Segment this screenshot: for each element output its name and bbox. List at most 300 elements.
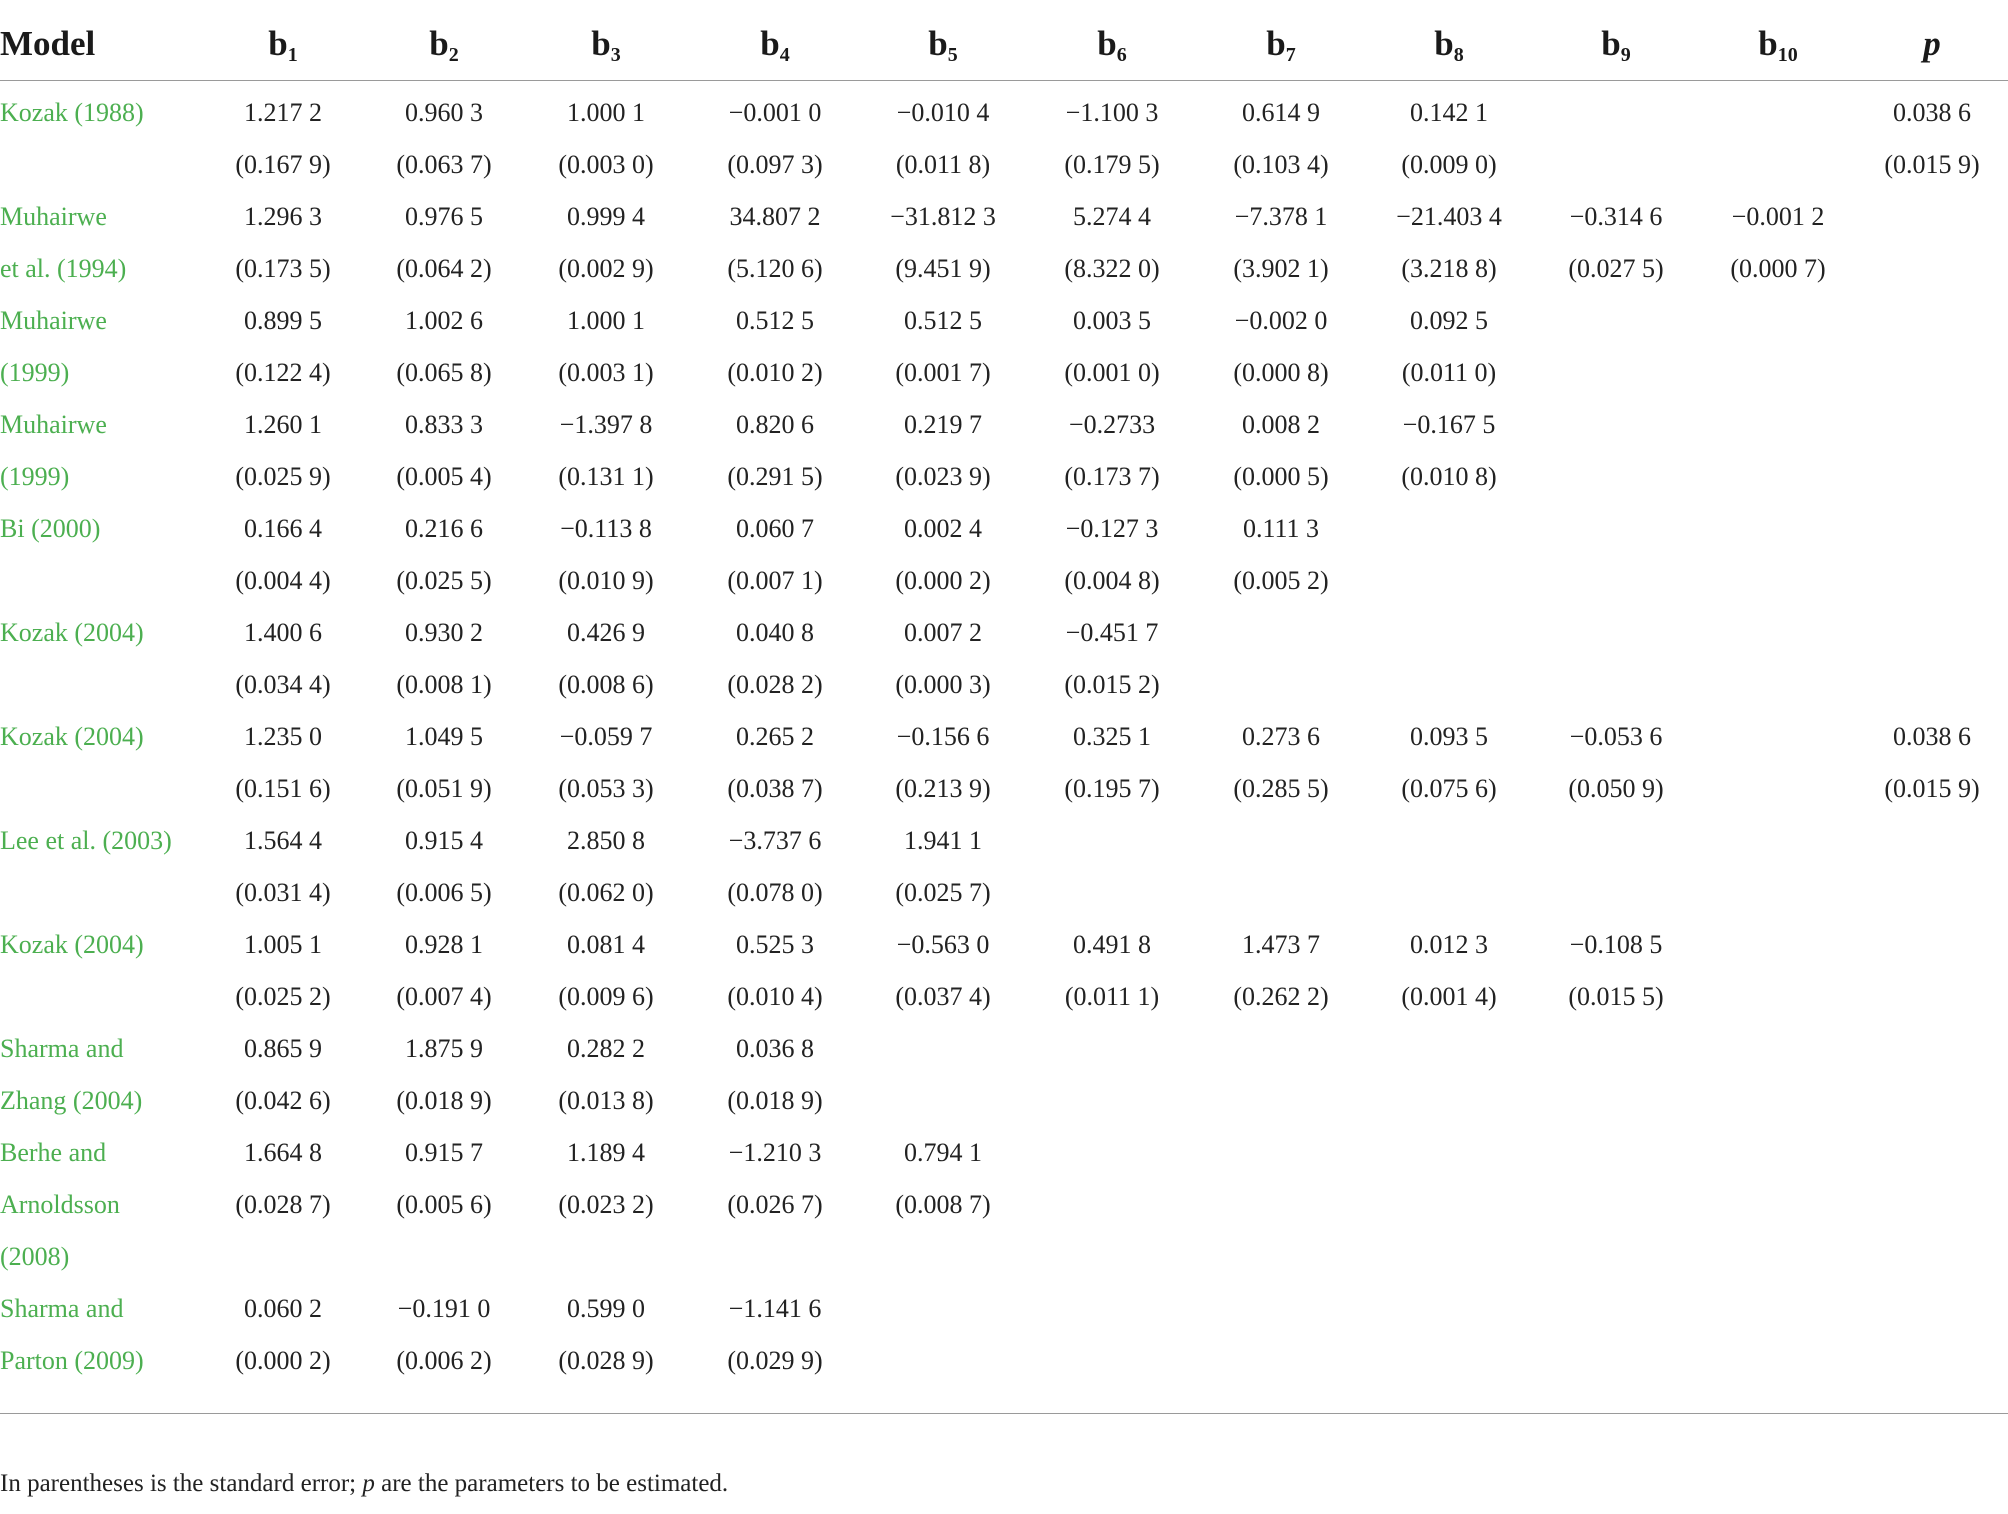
model-cell [0, 659, 198, 711]
model-cell [0, 763, 198, 815]
value-cell [1196, 659, 1366, 711]
value-cell: (0.031 4) [235, 878, 331, 907]
rule-cell [1700, 1387, 1856, 1414]
value-cell: 0.216 6 [405, 514, 483, 543]
value-cell: 0.915 7 [405, 1138, 483, 1167]
value-cell: (0.037 4) [895, 982, 991, 1011]
header-b-base: b [1097, 24, 1117, 63]
header-b-subscript: 5 [947, 44, 958, 66]
value-cell: 0.060 2 [244, 1294, 322, 1323]
header-b-base: b [928, 24, 948, 63]
value-cell: 34.807 2 [729, 202, 821, 231]
value-cell: (5.120 6) [727, 254, 823, 283]
value-cell: (0.025 2) [235, 982, 331, 1011]
value-cell: (0.062 0) [558, 878, 654, 907]
value-cell: (0.004 8) [1064, 566, 1160, 595]
value-cell: (0.003 0) [558, 150, 654, 179]
value-cell [1532, 295, 1700, 347]
rule-cell [368, 1387, 520, 1414]
value-cell [1856, 659, 2008, 711]
value-cell: 0.012 3 [1410, 930, 1488, 959]
value-cell [1366, 503, 1532, 555]
value-cell [858, 1023, 1028, 1075]
value-cell: 0.512 5 [736, 306, 814, 335]
value-cell: (0.131 1) [558, 462, 654, 491]
value-cell: (0.015 9) [1884, 150, 1980, 179]
value-cell: 0.273 6 [1242, 722, 1320, 751]
value-cell [1366, 1127, 1532, 1179]
value-cell [1532, 607, 1700, 659]
value-cell: 0.833 3 [405, 410, 483, 439]
value-cell [1532, 1127, 1700, 1179]
value-cell [1856, 1335, 2008, 1387]
model-cell: (1999) [0, 462, 70, 491]
value-cell: (0.051 9) [396, 774, 492, 803]
rule-cell [198, 1387, 368, 1414]
value-cell: −0.127 3 [1065, 514, 1159, 543]
value-cell: −1.100 3 [1065, 98, 1159, 127]
parameter-table [0, 8, 2008, 1414]
value-cell [1196, 1075, 1366, 1127]
value-cell: (0.023 2) [558, 1190, 654, 1219]
value-cell [1028, 867, 1196, 919]
value-cell: (0.007 1) [727, 566, 823, 595]
value-cell: (0.011 8) [895, 150, 991, 179]
value-cell [1532, 1231, 1700, 1283]
value-cell: 0.219 7 [904, 410, 982, 439]
value-cell: (0.028 2) [727, 670, 823, 699]
value-cell [1700, 1231, 1856, 1283]
value-cell: (3.902 1) [1233, 254, 1329, 283]
header-b1 [198, 8, 368, 81]
value-cell: (0.029 9) [727, 1346, 823, 1375]
value-cell [1700, 139, 1856, 191]
value-cell [1856, 1023, 2008, 1075]
header-b-base: b [760, 24, 780, 63]
value-cell: (9.451 9) [895, 254, 991, 283]
value-cell: (0.018 9) [727, 1086, 823, 1115]
header-b7 [1196, 8, 1366, 81]
table-row [0, 243, 2008, 295]
table-row [0, 139, 2008, 191]
value-cell: (0.002 9) [558, 254, 654, 283]
value-cell: 0.282 2 [567, 1034, 645, 1063]
model-cell [0, 139, 198, 191]
value-cell: (0.000 5) [1233, 462, 1329, 491]
value-cell: (0.075 6) [1401, 774, 1497, 803]
value-cell [520, 1231, 692, 1283]
header-b-base: b [268, 24, 288, 63]
value-cell: 0.142 1 [1410, 98, 1488, 127]
value-cell: (0.006 5) [396, 878, 492, 907]
value-cell: 1.189 4 [567, 1138, 645, 1167]
value-cell: −0.108 5 [1569, 930, 1663, 959]
value-cell: 0.865 9 [244, 1034, 322, 1063]
value-cell: 0.036 8 [736, 1034, 814, 1063]
value-cell: 0.491 8 [1073, 930, 1151, 959]
header-b2 [368, 8, 520, 81]
table-container [0, 8, 2008, 1414]
value-cell: −7.378 1 [1234, 202, 1328, 231]
value-cell: −0.001 2 [1731, 202, 1825, 231]
value-cell: (0.005 4) [396, 462, 492, 491]
table-row [0, 295, 2008, 347]
value-cell: (0.004 4) [235, 566, 331, 595]
value-cell: −0.451 7 [1065, 618, 1159, 647]
model-cell: Kozak (2004) [0, 618, 144, 647]
table-row [0, 1335, 2008, 1387]
header-b3 [520, 8, 692, 81]
table-row [0, 503, 2008, 555]
value-cell [1366, 1179, 1532, 1231]
value-cell [1028, 1335, 1196, 1387]
value-cell: 0.060 7 [736, 514, 814, 543]
header-b-subscript: 3 [610, 44, 621, 66]
value-cell [1532, 503, 1700, 555]
value-cell: 1.664 8 [244, 1138, 322, 1167]
value-cell: 0.960 3 [405, 98, 483, 127]
value-cell: (0.262 2) [1233, 982, 1329, 1011]
value-cell: 0.093 5 [1410, 722, 1488, 751]
value-cell: 0.928 1 [405, 930, 483, 959]
value-cell: 0.614 9 [1242, 98, 1320, 127]
value-cell: (0.195 7) [1064, 774, 1160, 803]
value-cell [1196, 815, 1366, 867]
model-cell: Sharma and [0, 1034, 124, 1063]
model-cell: (2008) [0, 1242, 70, 1271]
value-cell [1856, 1127, 2008, 1179]
value-cell: (0.015 9) [1884, 774, 1980, 803]
rule-cell [0, 1387, 198, 1414]
rule-cell [1856, 1387, 2008, 1414]
value-cell: 0.111 3 [1242, 514, 1320, 543]
model-cell [0, 867, 198, 919]
table-row [0, 399, 2008, 451]
value-cell [1366, 1023, 1532, 1075]
value-cell [1532, 659, 1700, 711]
value-cell [1700, 711, 1856, 763]
value-cell: (0.063 7) [396, 150, 492, 179]
value-cell [1532, 1179, 1700, 1231]
value-cell: 1.260 1 [244, 410, 322, 439]
value-cell [1700, 659, 1856, 711]
value-cell: 0.325 1 [1073, 722, 1151, 751]
header-b-base: b [591, 24, 611, 63]
value-cell: −0.191 0 [397, 1294, 491, 1323]
value-cell [1700, 607, 1856, 659]
value-cell: (0.005 6) [396, 1190, 492, 1219]
header-row [0, 8, 2008, 81]
value-cell: (0.008 6) [558, 670, 654, 699]
value-cell: −0.053 6 [1569, 722, 1663, 751]
value-cell: (0.000 2) [235, 1346, 331, 1375]
value-cell [1028, 1179, 1196, 1231]
value-cell: (0.010 8) [1401, 462, 1497, 491]
value-cell: (0.023 9) [895, 462, 991, 491]
model-cell: Bi (2000) [0, 514, 101, 543]
value-cell: (0.213 9) [895, 774, 991, 803]
value-cell: −0.563 0 [896, 930, 990, 959]
value-cell: (0.001 7) [895, 358, 991, 387]
value-cell: 1.002 6 [405, 306, 483, 335]
value-cell [858, 1283, 1028, 1335]
value-cell [1196, 1023, 1366, 1075]
value-cell: 0.265 2 [736, 722, 814, 751]
value-cell [1856, 555, 2008, 607]
header-b5 [858, 8, 1028, 81]
value-cell: 1.400 6 [244, 618, 322, 647]
value-cell: (0.078 0) [727, 878, 823, 907]
value-cell: 0.092 5 [1410, 306, 1488, 335]
value-cell: 0.166 4 [244, 514, 322, 543]
header-b4 [692, 8, 858, 81]
value-cell [1532, 399, 1700, 451]
value-cell: −0.010 4 [896, 98, 990, 127]
value-cell [1532, 1023, 1700, 1075]
value-cell [858, 1335, 1028, 1387]
table-footnote [0, 1470, 728, 1498]
value-cell: (0.034 4) [235, 670, 331, 699]
value-cell: 1.005 1 [244, 930, 322, 959]
value-cell [1700, 1023, 1856, 1075]
value-cell: (0.025 9) [235, 462, 331, 491]
value-cell [1028, 1127, 1196, 1179]
header-b-base: b [429, 24, 449, 63]
value-cell: (0.006 2) [396, 1346, 492, 1375]
value-cell [1856, 399, 2008, 451]
value-cell [1366, 1283, 1532, 1335]
value-cell: 2.850 8 [567, 826, 645, 855]
header-b-subscript: 4 [779, 44, 790, 66]
value-cell [1856, 191, 2008, 243]
value-cell [1196, 1283, 1366, 1335]
table-row [0, 607, 2008, 659]
header-b-subscript: 9 [1620, 44, 1631, 66]
value-cell: −1.141 6 [728, 1294, 822, 1323]
value-cell [1856, 867, 2008, 919]
model-cell: Kozak (2004) [0, 722, 144, 751]
value-cell: (0.009 6) [558, 982, 654, 1011]
value-cell [858, 1231, 1028, 1283]
value-cell: 1.217 2 [244, 98, 322, 127]
value-cell: (0.028 7) [235, 1190, 331, 1219]
model-cell: Muhairwe [0, 202, 107, 231]
value-cell [1700, 867, 1856, 919]
value-cell [1700, 1335, 1856, 1387]
value-cell: (0.009 0) [1401, 150, 1497, 179]
value-cell [1700, 347, 1856, 399]
value-cell: (0.064 2) [396, 254, 492, 283]
value-cell: (0.042 6) [235, 1086, 331, 1115]
value-cell [1856, 451, 2008, 503]
table-row [0, 659, 2008, 711]
value-cell [1856, 295, 2008, 347]
header-b-base: b [1434, 24, 1454, 63]
value-cell [1196, 867, 1366, 919]
value-cell: (0.025 5) [396, 566, 492, 595]
header-b-subscript: 7 [1285, 44, 1296, 66]
value-cell [1532, 815, 1700, 867]
rule-cell [858, 1387, 1028, 1414]
table-row [0, 81, 2008, 140]
value-cell: 0.038 6 [1893, 722, 1971, 751]
value-cell: (0.007 4) [396, 982, 492, 1011]
value-cell [1856, 347, 2008, 399]
value-cell [1856, 1179, 2008, 1231]
header-b-base: b [1601, 24, 1621, 63]
table-row [0, 919, 2008, 971]
value-cell: 5.274 4 [1073, 202, 1151, 231]
value-cell: 0.930 2 [405, 618, 483, 647]
value-cell: (0.026 7) [727, 1190, 823, 1219]
header-b-subscript: 6 [1116, 44, 1127, 66]
value-cell [1856, 1075, 2008, 1127]
value-cell: 1.564 4 [244, 826, 322, 855]
table-row [0, 1023, 2008, 1075]
table-bottom-rule [0, 1387, 2008, 1414]
value-cell: −0.059 7 [559, 722, 653, 751]
value-cell: (0.001 0) [1064, 358, 1160, 387]
header-b-subscript: 10 [1777, 44, 1798, 66]
value-cell: (0.000 8) [1233, 358, 1329, 387]
value-cell: 0.038 6 [1893, 98, 1971, 127]
value-cell [1366, 1335, 1532, 1387]
value-cell: (0.001 4) [1401, 982, 1497, 1011]
value-cell [1532, 347, 1700, 399]
model-cell [0, 555, 198, 607]
model-cell: Muhairwe [0, 410, 107, 439]
table-row [0, 347, 2008, 399]
value-cell [1196, 1179, 1366, 1231]
model-cell: Muhairwe [0, 306, 107, 335]
value-cell [1028, 1023, 1196, 1075]
table-row [0, 1127, 2008, 1179]
footnote-text-2: are the parameters to be estimated. [374, 1470, 729, 1497]
header-b6 [1028, 8, 1196, 81]
value-cell: 1.296 3 [244, 202, 322, 231]
value-cell: 0.525 3 [736, 930, 814, 959]
header-b10 [1700, 8, 1856, 81]
value-cell [1700, 971, 1856, 1023]
value-cell [1700, 919, 1856, 971]
value-cell [1532, 1335, 1700, 1387]
value-cell: −1.210 3 [728, 1138, 822, 1167]
value-cell: (0.011 0) [1401, 358, 1497, 387]
value-cell: (0.000 2) [895, 566, 991, 595]
header-b-subscript: 2 [448, 44, 459, 66]
value-cell [1196, 607, 1366, 659]
table-body [0, 81, 2008, 1414]
rule-cell [1196, 1387, 1366, 1414]
value-cell: 0.002 4 [904, 514, 982, 543]
model-cell: Sharma and [0, 1294, 124, 1323]
value-cell: −21.403 4 [1396, 202, 1502, 231]
value-cell: 1.235 0 [244, 722, 322, 751]
table-row [0, 815, 2008, 867]
value-cell [1196, 1127, 1366, 1179]
value-cell [1366, 555, 1532, 607]
value-cell [1856, 243, 2008, 295]
value-cell: (0.010 2) [727, 358, 823, 387]
value-cell [1028, 1283, 1196, 1335]
value-cell: −0.002 0 [1234, 306, 1328, 335]
rule-cell [1532, 1387, 1700, 1414]
value-cell: 0.599 0 [567, 1294, 645, 1323]
value-cell [1700, 1283, 1856, 1335]
value-cell: (3.218 8) [1401, 254, 1497, 283]
header-b8 [1366, 8, 1532, 81]
header-b-base: b [1758, 24, 1778, 63]
value-cell: (0.151 6) [235, 774, 331, 803]
value-cell [1700, 399, 1856, 451]
value-cell [1532, 1075, 1700, 1127]
value-cell [1700, 1075, 1856, 1127]
value-cell: 0.007 2 [904, 618, 982, 647]
value-cell [1700, 295, 1856, 347]
value-cell: (0.025 7) [895, 878, 991, 907]
value-cell: (0.167 9) [235, 150, 331, 179]
header-b-subscript: 8 [1453, 44, 1464, 66]
value-cell: (0.003 1) [558, 358, 654, 387]
value-cell [858, 1075, 1028, 1127]
rule-cell [1366, 1387, 1532, 1414]
value-cell: (0.285 5) [1233, 774, 1329, 803]
value-cell: (0.065 8) [396, 358, 492, 387]
header-model: Model [0, 8, 198, 81]
value-cell: 0.003 5 [1073, 306, 1151, 335]
value-cell [1532, 451, 1700, 503]
value-cell: −0.167 5 [1402, 410, 1496, 439]
value-cell: 1.941 1 [904, 826, 982, 855]
value-cell: (0.000 7) [1730, 254, 1826, 283]
value-cell: 0.008 2 [1242, 410, 1320, 439]
value-cell: 1.000 1 [567, 98, 645, 127]
value-cell [1856, 503, 2008, 555]
model-cell: Arnoldsson [0, 1190, 120, 1219]
value-cell: (0.010 9) [558, 566, 654, 595]
value-cell: (0.038 7) [727, 774, 823, 803]
value-cell: (0.173 7) [1064, 462, 1160, 491]
value-cell: (0.013 8) [558, 1086, 654, 1115]
value-cell [1532, 867, 1700, 919]
value-cell: 0.794 1 [904, 1138, 982, 1167]
value-cell: 0.899 5 [244, 306, 322, 335]
value-cell: 0.426 9 [567, 618, 645, 647]
model-cell: Lee et al. (2003) [0, 826, 172, 855]
value-cell: −1.397 8 [559, 410, 653, 439]
value-cell: −31.812 3 [890, 202, 996, 231]
value-cell: −0.113 8 [560, 514, 652, 543]
value-cell [1366, 1231, 1532, 1283]
value-cell: 1.473 7 [1242, 930, 1320, 959]
value-cell: 0.915 4 [405, 826, 483, 855]
model-cell: et al. (1994) [0, 254, 127, 283]
value-cell [1700, 1179, 1856, 1231]
value-cell: 1.875 9 [405, 1034, 483, 1063]
table-row [0, 867, 2008, 919]
value-cell [1856, 815, 2008, 867]
value-cell: (0.053 3) [558, 774, 654, 803]
value-cell [1700, 503, 1856, 555]
value-cell [1700, 815, 1856, 867]
value-cell [692, 1231, 858, 1283]
value-cell: 0.999 4 [567, 202, 645, 231]
value-cell [1196, 1335, 1366, 1387]
rule-cell [692, 1387, 858, 1414]
footnote-text-1: In parentheses is the standard error; [0, 1470, 363, 1497]
value-cell: (0.015 2) [1064, 670, 1160, 699]
value-cell [1700, 763, 1856, 815]
